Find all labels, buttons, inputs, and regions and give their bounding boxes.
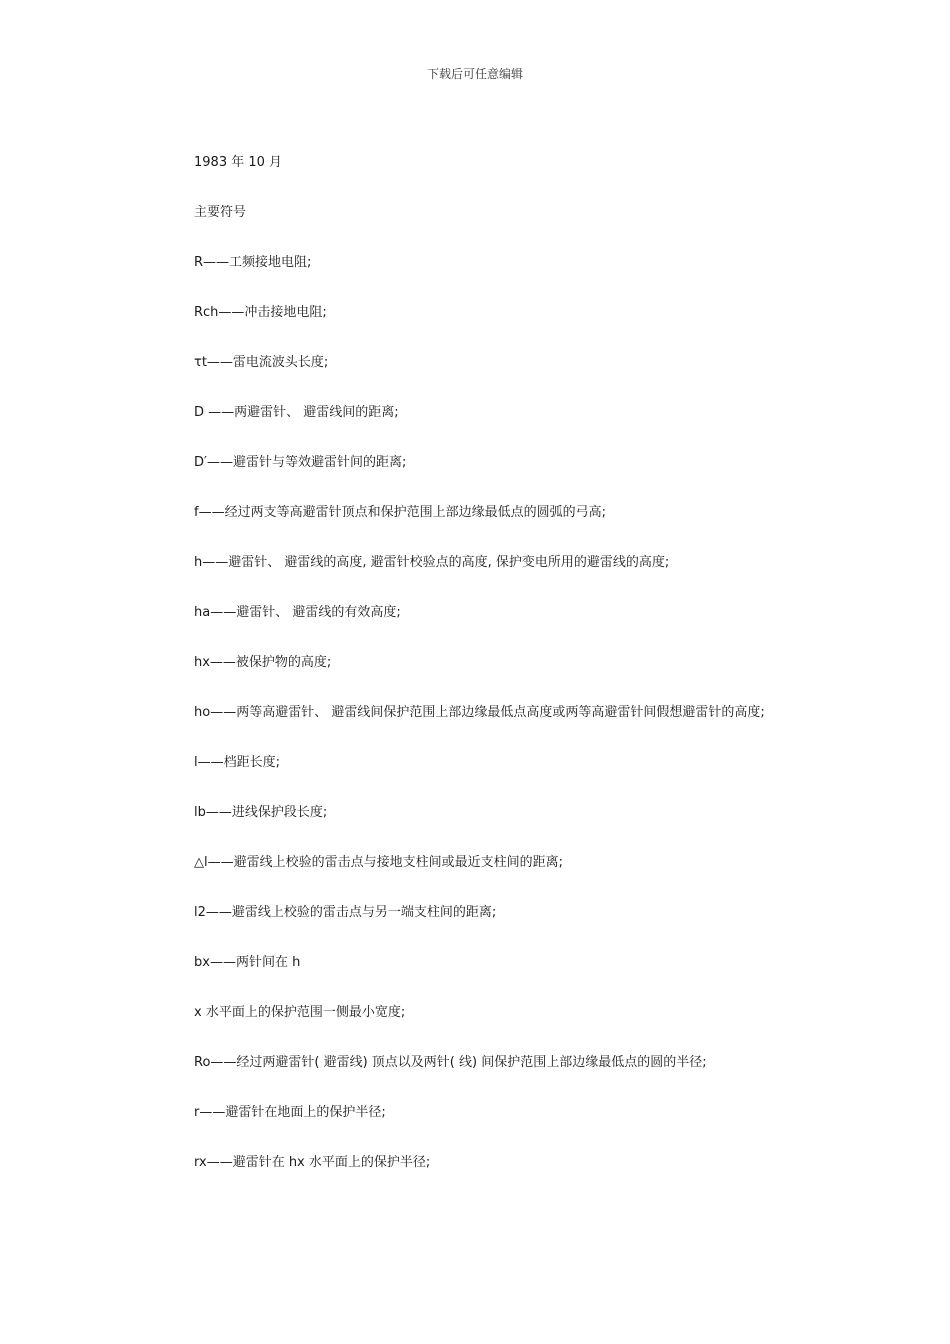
symbol-definition: Ro——经过两避雷针( 避雷线) 顶点以及两针( 线) 间保护范围上部边缘最低点的圆的半径;	[194, 1055, 707, 1070]
symbol-definition: hx——被保护物的高度;	[194, 655, 332, 670]
symbol-definition: f——经过两支等高避雷针顶点和保护范围上部边缘最低点的圆弧的弓高;	[194, 505, 606, 520]
symbol-definition: Rch——冲击接地电阻;	[194, 305, 327, 320]
symbol-definition: ho——两等高避雷针、 避雷线间保护范围上部边缘最低点高度或两等高避雷针间假想避雷针的高度;	[194, 705, 765, 720]
date-line: 1983 年 10 月	[194, 155, 283, 170]
symbol-definition: ha——避雷针、 避雷线的有效高度;	[194, 605, 401, 620]
symbol-definition: bx——两针间在 h	[194, 955, 301, 970]
symbol-definition: h——避雷针、 避雷线的高度, 避雷针校验点的高度, 保护变电所用的避雷线的高度;	[194, 555, 670, 570]
document-body	[166, 150, 786, 1200]
symbol-definition: r——避雷针在地面上的保护半径;	[194, 1105, 386, 1120]
symbol-definition: l——档距长度;	[194, 755, 280, 770]
symbol-definition: rx——避雷针在 hx 水平面上的保护半径;	[194, 1155, 431, 1170]
page-header-note: 下载后可任意编辑	[426, 67, 523, 81]
symbol-definition: x 水平面上的保护范围一侧最小宽度;	[194, 1005, 406, 1020]
symbol-definition: l2——避雷线上校验的雷击点与另一端支柱间的距离;	[194, 905, 497, 920]
symbol-definition: △l——避雷线上校验的雷击点与接地支柱间或最近支柱间的距离;	[194, 855, 563, 870]
symbol-definition: τt——雷电流波头长度;	[194, 355, 329, 370]
section-title: 主要符号	[194, 205, 247, 220]
symbol-definition: lb——进线保护段长度;	[194, 805, 328, 820]
symbol-definition: D′——避雷针与等效避雷针间的距离;	[194, 455, 407, 470]
symbol-definition: D ——两避雷针、 避雷线间的距离;	[194, 405, 399, 420]
symbol-definition: R——工频接地电阻;	[194, 255, 312, 270]
